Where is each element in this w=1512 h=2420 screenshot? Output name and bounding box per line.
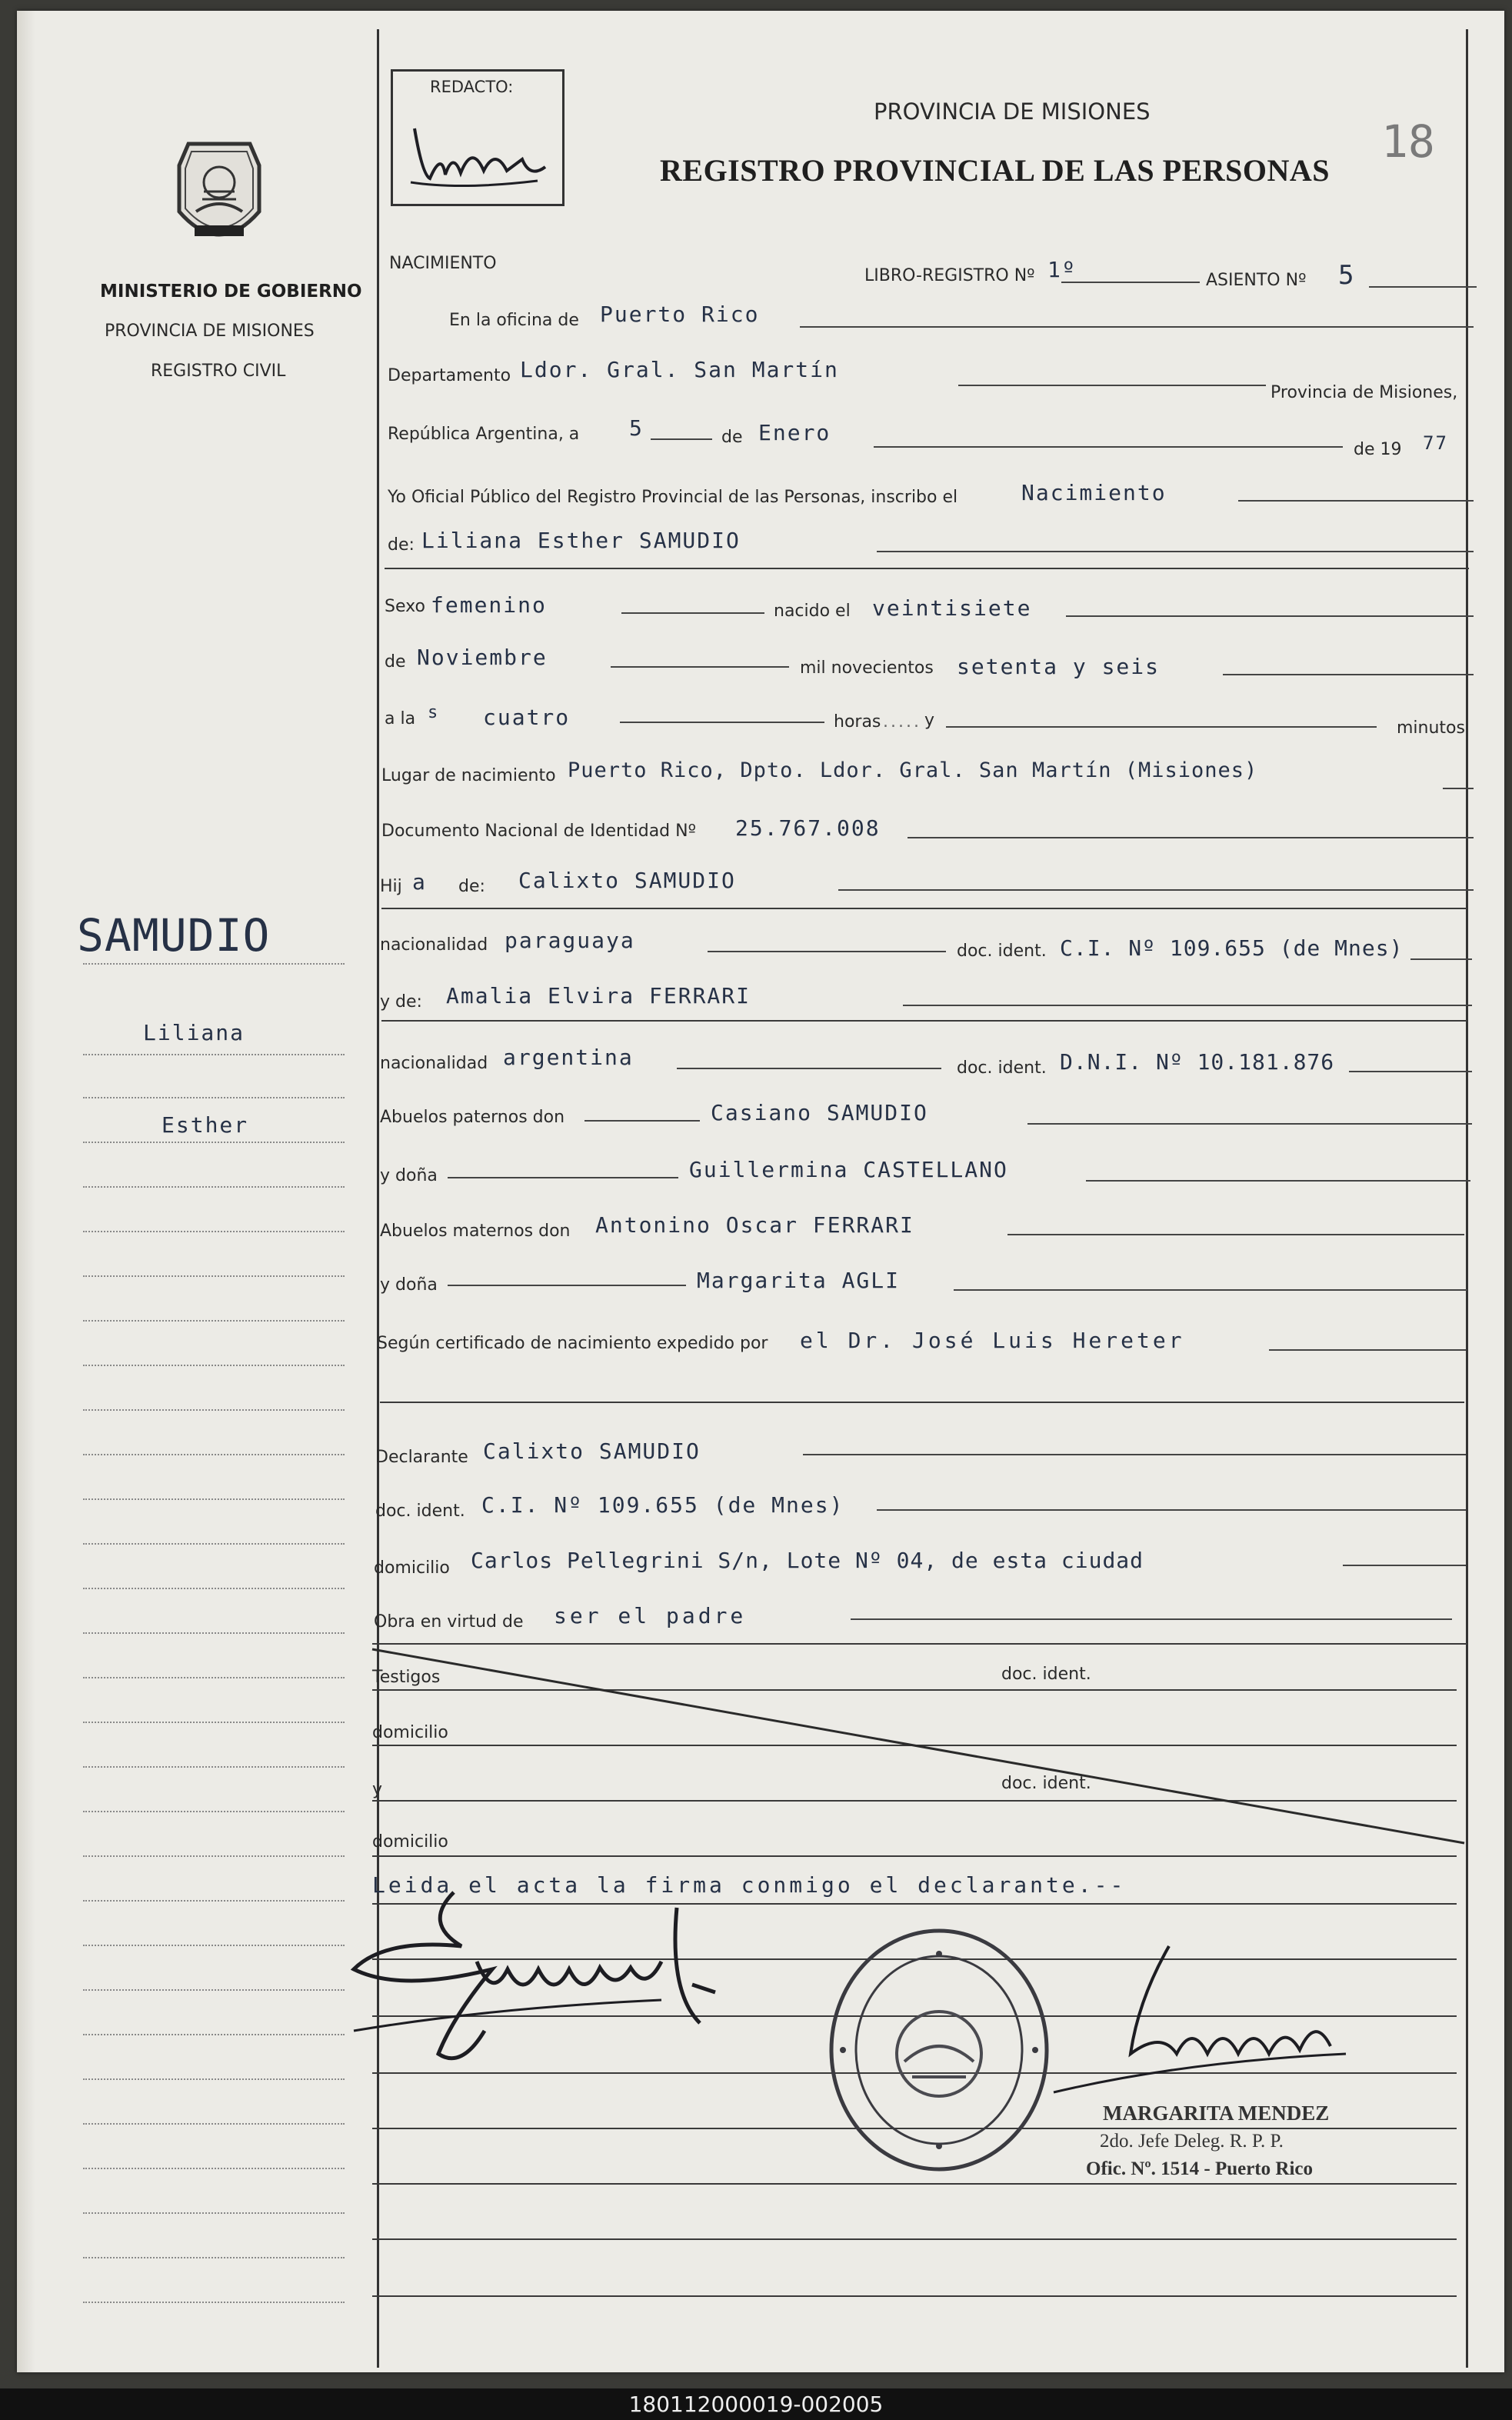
fill-line — [621, 612, 764, 614]
padre-doc: C.I. Nº 109.655 (de Mnes) — [1060, 935, 1404, 961]
column-divider-right — [1466, 29, 1468, 2368]
departamento-value: Ldor. Gral. San Martín — [520, 357, 839, 382]
fill-line — [874, 446, 1343, 448]
asiento-value: 5 — [1338, 260, 1356, 291]
fill-line — [1066, 615, 1474, 617]
padre-value: Calixto SAMUDIO — [518, 868, 736, 893]
redacto-initials — [399, 105, 553, 198]
abuelo-paterno: Casiano SAMUDIO — [711, 1100, 928, 1125]
dni-label: Documento Nacional de Identidad Nº — [381, 822, 696, 841]
madre-nacionalidad: argentina — [503, 1045, 634, 1070]
official-round-stamp — [820, 1923, 1058, 2177]
madre-doc: D.N.I. Nº 10.181.876 — [1060, 1049, 1335, 1075]
fill-line — [803, 1454, 1466, 1455]
fill-line — [1410, 958, 1472, 960]
margin-dotted-line — [83, 1097, 345, 1098]
day-value: 5 — [629, 415, 644, 441]
minutos-label: minutos — [1397, 718, 1465, 738]
margin-dotted-line — [83, 1900, 345, 1902]
y-dona-materna-label: y doña — [380, 1275, 438, 1295]
fill-line — [1027, 1123, 1472, 1125]
fill-line — [954, 1289, 1467, 1291]
month-value: Enero — [758, 420, 831, 445]
domicilio-label: domicilio — [374, 1558, 450, 1578]
margin-dotted-line — [83, 2168, 345, 2169]
margin-dotted-line — [83, 1054, 345, 1055]
strike-through-line — [369, 1646, 1469, 1846]
y-dona-label: y doña — [380, 1166, 438, 1185]
certificado-label: Según certificado de nacimiento expedido por — [377, 1334, 768, 1353]
obra-value: ser el padre — [554, 1603, 747, 1628]
fill-line — [708, 951, 946, 952]
provincia-label: Provincia de Misiones, — [1271, 383, 1458, 402]
margin-given-name-2: Esther — [162, 1112, 249, 1138]
fill-line — [620, 722, 824, 723]
oficina-label: En la oficina de — [449, 311, 579, 330]
testigos-label: Testigos — [372, 1668, 441, 1687]
margin-dotted-line — [83, 1722, 345, 1723]
fill-line — [1238, 500, 1474, 502]
testigos-domicilio-label: domicilio — [372, 1723, 448, 1742]
underline — [381, 1020, 1467, 1022]
margin-dotted-line — [83, 1989, 345, 1991]
lugar-value: Puerto Rico, Dpto. Ldor. Gral. San Martín (Misiones) — [568, 758, 1258, 782]
lugar-label: Lugar de nacimiento — [381, 766, 556, 785]
fill-line — [1086, 1180, 1470, 1182]
persona-value: Liliana Esther SAMUDIO — [421, 528, 741, 553]
header-province: PROVINCIA DE MISIONES — [874, 98, 1151, 125]
margin-dotted-line — [83, 1142, 345, 1143]
abuelo-materno: Antonino Oscar FERRARI — [595, 1212, 914, 1238]
underline — [372, 1855, 1457, 1857]
republica-label: República Argentina, a — [388, 425, 580, 444]
doc-ident-label: doc. ident. — [957, 942, 1047, 961]
underline — [381, 908, 1467, 909]
document-code-footer: 180112000019-002005 — [0, 2389, 1512, 2420]
margin-dotted-line — [83, 1632, 345, 1634]
oficina-value: Puerto Rico — [600, 302, 760, 327]
libro-value: 1º — [1047, 257, 1077, 282]
fill-line — [908, 837, 1474, 838]
margin-dotted-line — [83, 1677, 345, 1678]
asiento-label: ASIENTO Nº — [1206, 271, 1307, 290]
margin-dotted-line — [83, 2257, 345, 2258]
domicilio-value: Carlos Pellegrini S/n, Lote Nº 04, de esta ciudad — [471, 1548, 1144, 1573]
margin-dotted-line — [83, 1186, 345, 1188]
margin-dotted-line — [83, 1945, 345, 1946]
fill-line — [448, 1177, 678, 1178]
leida-value: Leida el acta la firma conmigo el declarante.-- — [372, 1872, 1127, 1898]
padre-nacionalidad: paraguaya — [505, 928, 635, 953]
margin-dotted-line — [83, 2123, 345, 2125]
obra-label: Obra en virtud de — [374, 1612, 524, 1632]
nacido-value: veintisiete — [872, 595, 1032, 621]
fill-line — [877, 551, 1474, 552]
fill-line — [1269, 1349, 1466, 1351]
abuela-paterna: Guillermina CASTELLANO — [689, 1157, 1008, 1182]
fill-line — [1007, 1234, 1464, 1235]
official-office: Ofic. Nº. 1514 - Puerto Rico — [1086, 2158, 1313, 2179]
underline — [372, 2295, 1457, 2297]
margin-dotted-line — [83, 2034, 345, 2035]
birth-month-value: Noviembre — [417, 645, 548, 670]
declarante-value: Calixto SAMUDIO — [483, 1438, 701, 1464]
hija-suffix: a — [412, 869, 427, 895]
margin-dotted-line — [83, 1766, 345, 1768]
y-de-label: y de: — [380, 992, 422, 1012]
nacionalidad-label: nacionalidad — [380, 935, 488, 955]
mil-label: mil novecientos — [800, 658, 934, 678]
fill-line — [1343, 1565, 1466, 1566]
margin-dotted-line — [83, 1811, 345, 1812]
margin-surname: SAMUDIO — [77, 909, 271, 962]
margin-dotted-line — [83, 1498, 345, 1500]
fill-line — [877, 1509, 1466, 1511]
nacido-label: nacido el — [774, 602, 851, 621]
fill-line — [677, 1068, 941, 1069]
official-role: 2do. Jefe Deleg. R. P. P. — [1100, 2131, 1284, 2152]
fill-line — [611, 666, 789, 668]
fill-line — [1369, 286, 1477, 288]
margin-dotted-line — [83, 1543, 345, 1545]
margin-dotted-line — [83, 1365, 345, 1366]
page-title: REGISTRO PROVINCIAL DE LAS PERSONAS — [660, 153, 1330, 188]
margin-dotted-line — [83, 1454, 345, 1455]
declarante-label: Declarante — [375, 1448, 468, 1467]
declarante-doc-label: doc. ident. — [375, 1502, 465, 1521]
margin-dotted-line — [83, 2212, 345, 2214]
abuelos-paternos-label: Abuelos paternos don — [380, 1108, 565, 1127]
testigos-y-label: y — [372, 1780, 383, 1799]
horas-label: horas — [834, 712, 881, 732]
a-las-suffix: s — [428, 703, 440, 722]
coat-of-arms-seal — [165, 135, 273, 258]
sexo-value: femenino — [431, 592, 547, 618]
testigos-domicilio-label-2: domicilio — [372, 1832, 448, 1852]
underline — [380, 1402, 1464, 1403]
margin-dotted-line — [83, 1275, 345, 1277]
fill-line — [946, 726, 1377, 728]
de-label: de — [721, 428, 743, 447]
underline — [385, 568, 1469, 569]
year-value: 77 — [1423, 432, 1448, 454]
madre-value: Amalia Elvira FERRARI — [446, 983, 751, 1008]
ministry-label: MINISTERIO DE GOBIERNO — [100, 282, 362, 302]
nacionalidad-madre-label: nacionalidad — [380, 1054, 488, 1073]
certificado-value: el Dr. José Luis Hereter — [800, 1328, 1185, 1353]
fill-line — [1223, 674, 1474, 675]
fill-line — [958, 385, 1266, 386]
fill-line — [584, 1120, 700, 1122]
margin-dotted-line — [83, 963, 345, 965]
abuela-materna: Margarita AGLI — [697, 1268, 901, 1293]
dni-value: 25.767.008 — [735, 815, 881, 841]
declarant-signature — [338, 1877, 815, 2077]
official-name: MARGARITA MENDEZ — [1103, 2102, 1330, 2125]
hour-value: cuatro — [483, 705, 571, 730]
redacto-label: REDACTO: — [430, 78, 514, 96]
redacto-box — [391, 69, 565, 206]
margin-dotted-line — [83, 2302, 345, 2303]
fill-line — [838, 889, 1474, 891]
libro-label: LIBRO-REGISTRO Nº — [864, 266, 1035, 285]
margin-dotted-line — [83, 1409, 345, 1411]
year-label: de 19 — [1354, 440, 1402, 459]
fill-line — [651, 438, 712, 440]
official-signature — [1046, 1938, 1354, 2108]
margin-dotted-line — [83, 1231, 345, 1232]
hija-de-label: de: — [458, 877, 485, 896]
underline — [372, 2183, 1457, 2185]
fill-line — [903, 1005, 1472, 1006]
departamento-label: Departamento — [388, 366, 511, 385]
registry-label: REGISTRO CIVIL — [151, 362, 286, 381]
birth-year-value: setenta y seis — [957, 654, 1161, 679]
record-type-label: NACIMIENTO — [389, 254, 497, 273]
a-las-label: a la — [385, 709, 416, 728]
y-label: y — [924, 711, 935, 730]
inscribo-value: Nacimiento — [1021, 480, 1167, 505]
underline — [372, 2238, 1457, 2240]
testigos-doc-label-2: doc. ident. — [1001, 1774, 1091, 1793]
hija-label: Hij — [380, 877, 402, 896]
fill-line — [1349, 1071, 1472, 1072]
fill-line — [1061, 282, 1200, 283]
page-left-edge — [17, 11, 35, 2372]
de-persona-label: de: — [388, 535, 415, 555]
fill-line — [1443, 788, 1474, 789]
fill-line — [800, 326, 1474, 328]
margin-dotted-line — [83, 1320, 345, 1322]
abuelos-maternos-label: Abuelos maternos don — [380, 1222, 571, 1241]
horas-dots: ..... — [883, 712, 921, 732]
fill-line — [851, 1618, 1452, 1620]
de2-label: de — [385, 652, 406, 672]
testigos-doc-label: doc. ident. — [1001, 1665, 1091, 1684]
sexo-label: Sexo — [385, 597, 425, 616]
margin-dotted-line — [83, 2078, 345, 2080]
doc-ident-madre-label: doc. ident. — [957, 1058, 1047, 1078]
margin-given-name-1: Liliana — [143, 1020, 245, 1045]
declarante-doc: C.I. Nº 109.655 (de Mnes) — [481, 1492, 844, 1518]
page-number: 18 — [1381, 115, 1435, 168]
margin-dotted-line — [83, 1588, 345, 1589]
province-label: PROVINCIA DE MISIONES — [105, 322, 315, 341]
fill-line — [448, 1285, 686, 1286]
margin-dotted-line — [83, 1855, 345, 1857]
underline — [372, 1643, 1467, 1645]
yo-oficial-label: Yo Oficial Público del Registro Provincial de las Personas, inscribo el — [388, 488, 958, 507]
